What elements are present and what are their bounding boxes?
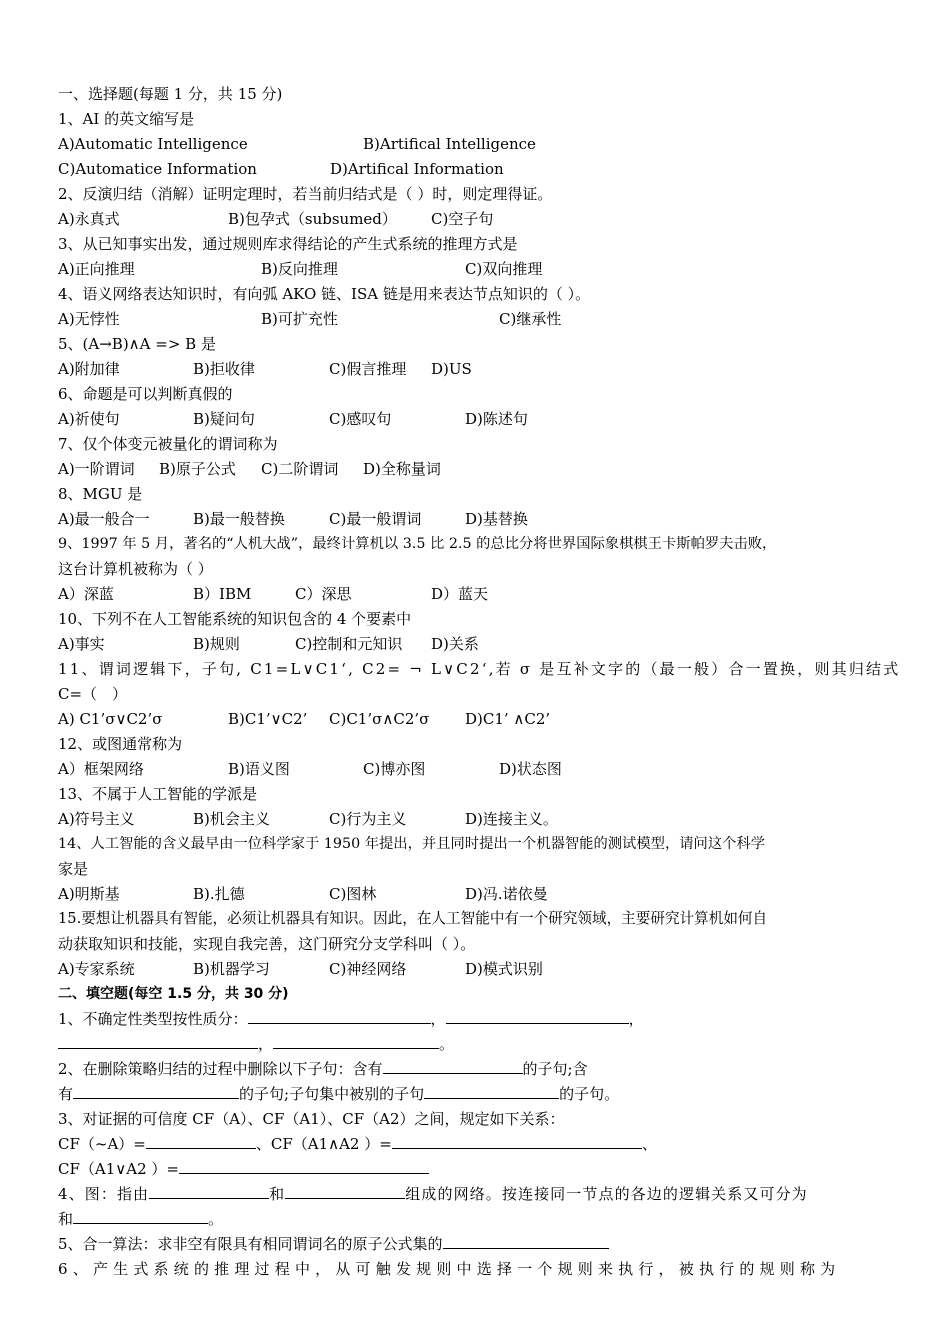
fill-q3-text-3: 、	[641, 1135, 657, 1153]
q15-stem-line1: 15.要想让机器具有智能，必须让机器具有知识。因此，在人工智能中有一个研究领域，主要研究计算机如何自	[58, 910, 768, 927]
fill-q4-text-2: 和	[269, 1185, 286, 1203]
fill-q1-blank-1[interactable]	[248, 1009, 431, 1024]
q8-option-b[interactable]: B)最一般替换	[193, 510, 285, 528]
q12-stem: 12、或图通常称为	[58, 735, 183, 753]
q9-option-a[interactable]: A）深蓝	[58, 585, 114, 603]
fill-q1-line1	[58, 1009, 644, 1029]
q12-option-a[interactable]: A）框架网络	[58, 760, 144, 778]
fill-q3-line2	[58, 1134, 657, 1154]
q3-option-b[interactable]: B)反向推理	[261, 260, 338, 278]
q13-option-a[interactable]: A)符号主义	[58, 810, 135, 828]
fill-q1-comma-1: ，	[430, 1010, 446, 1028]
q14-stem-line1: 14、人工智能的含义最早由一位科学家于 1950 年提出，并且同时提出一个机器智能的测试模型，请问这个科学	[58, 836, 766, 852]
q9-option-b[interactable]: B）IBM	[193, 585, 252, 603]
q9-stem-line2: 这台计算机被称为（ ）	[58, 560, 213, 578]
fill-q2-text-5: 的子句。	[559, 1085, 620, 1103]
q15-stem-line2: 动获取知识和技能，实现自我完善，这门研究分支学科叫（ ）。	[58, 935, 476, 953]
q14-option-c[interactable]: C)图林	[329, 885, 377, 903]
fill-q2-text-3: 有	[58, 1085, 74, 1103]
fill-q5-text: 5、合一算法：求非空有限具有相同谓词名的原子公式集的	[58, 1235, 443, 1253]
q1-stem: 1、AI 的英文缩写是	[58, 110, 195, 128]
q14-option-a[interactable]: A)明斯基	[58, 885, 120, 903]
q1-option-d[interactable]: D)Artifical Information	[330, 160, 504, 178]
q8-stem: 8、MGU 是	[58, 485, 143, 503]
fill-q4-blank-2[interactable]	[285, 1184, 405, 1199]
q7-option-b[interactable]: B)原子公式	[159, 460, 236, 478]
fill-q4-text-4: 和	[58, 1210, 74, 1228]
q2-stem: 2、反演归结（消解）证明定理时，若当前归结式是（ ）时，则定理得证。	[58, 185, 553, 203]
q11-stem-line1: 11、谓词逻辑下，子句, C1=L∨C1‘, C2= ¬ L∨C2‘,若 σ 是互补文字的（最一般）合一置换，则其归结式	[58, 660, 901, 678]
q12-option-b[interactable]: B)语义图	[228, 760, 290, 778]
fill-q1-end: 。	[439, 1035, 455, 1053]
q6-option-a[interactable]: A)祈使句	[58, 410, 120, 428]
q10-option-d[interactable]: D)关系	[431, 635, 479, 653]
fill-q2-blank-1[interactable]	[383, 1059, 523, 1074]
q13-option-d[interactable]: D)连接主义。	[465, 810, 558, 828]
q5-option-c[interactable]: C)假言推理	[329, 360, 407, 378]
fill-q1-line2	[58, 1034, 454, 1054]
fill-q1-comma-3: ，	[258, 1035, 274, 1053]
fill-q4-blank-1[interactable]	[149, 1184, 269, 1199]
q7-stem: 7、仅个体变元被量化的谓词称为	[58, 435, 278, 453]
fill-q2-text-1: 2、在删除策略归结的过程中删除以下子句：含有	[58, 1060, 383, 1078]
fill-q4-text-3: 组成的网络。按连接同一节点的各边的逻辑关系又可分为	[405, 1185, 808, 1203]
section2-heading: 二、填空题(每空 1.5 分，共 30 分)	[58, 986, 289, 1002]
q6-option-c[interactable]: C)感叹句	[329, 410, 392, 428]
fill-q1-blank-3[interactable]	[58, 1034, 258, 1049]
q1-option-a[interactable]: A)Automatic Intelligence	[58, 135, 248, 153]
fill-q3-text-4: CF（A1∨A2 ）=	[58, 1160, 179, 1178]
fill-q5-blank[interactable]	[443, 1234, 609, 1249]
fill-q3-blank-3[interactable]	[179, 1159, 429, 1174]
fill-q2-text-4: 的子句;子句集中被别的子句	[239, 1085, 425, 1103]
q11-option-d[interactable]: D)C1’ ∧C2’	[465, 710, 551, 728]
fill-q5-line	[58, 1234, 609, 1254]
fill-q3-text-1: CF（~A）=	[58, 1135, 146, 1153]
q3-option-a[interactable]: A)正向推理	[58, 260, 135, 278]
fill-q1-blank-4[interactable]	[273, 1034, 439, 1049]
q5-option-d[interactable]: D)US	[431, 360, 472, 378]
q10-option-b[interactable]: B)规则	[193, 635, 240, 653]
q2-option-c[interactable]: C)空子句	[431, 210, 494, 228]
q11-option-b[interactable]: B)C1’∨C2’	[228, 710, 308, 728]
q10-option-a[interactable]: A)事实	[58, 635, 105, 653]
fill-q2-line1	[58, 1059, 588, 1079]
q3-stem: 3、从已知事实出发，通过规则库求得结论的产生式系统的推理方式是	[58, 235, 518, 253]
q14-option-d[interactable]: D)冯.诺依曼	[465, 885, 548, 903]
q1-option-b[interactable]: B)Artifical Intelligence	[363, 135, 536, 153]
q5-option-a[interactable]: A)附加律	[58, 360, 120, 378]
fill-q2-line2	[58, 1084, 619, 1104]
q4-option-a[interactable]: A)无悖性	[58, 310, 120, 328]
fill-q2-text-2: 的子句;含	[522, 1060, 588, 1078]
q7-option-a[interactable]: A)一阶谓词	[58, 460, 135, 478]
q4-option-b[interactable]: B)可扩充性	[261, 310, 338, 328]
q5-option-b[interactable]: B)拒收律	[193, 360, 255, 378]
q14-option-b[interactable]: B).扎德	[193, 885, 245, 903]
q9-option-d[interactable]: D）蓝天	[431, 585, 489, 603]
fill-q2-blank-2[interactable]	[73, 1084, 239, 1099]
q8-option-c[interactable]: C)最一般谓词	[329, 510, 422, 528]
fill-q3-text-2: 、CF（A1∧A2 ）=	[255, 1135, 392, 1153]
q9-option-c[interactable]: C）深思	[295, 585, 352, 603]
q4-stem: 4、语义网络表达知识时，有向弧 AKO 链、ISA 链是用来表达节点知识的（ ）。	[58, 285, 591, 303]
fill-q4-line1	[58, 1184, 808, 1204]
fill-q6-line: 6、产生式系统的推理过程中，从可触发规则中选择一个规则来执行，被执行的规则称为	[58, 1260, 841, 1278]
q8-option-d[interactable]: D)基替换	[465, 510, 528, 528]
q13-stem: 13、不属于人工智能的学派是	[58, 785, 258, 803]
fill-q3-blank-2[interactable]	[392, 1134, 642, 1149]
q9-stem-line1: 9、1997 年 5 月，著名的“人机大战”，最终计算机以 3.5 比 2.5 的总比分将世界国际象棋棋王卡斯帕罗夫击败，	[58, 536, 777, 552]
q13-option-b[interactable]: B)机会主义	[193, 810, 270, 828]
q14-stem-line2: 家是	[58, 860, 89, 878]
q1-option-c[interactable]: C)Automatice Information	[58, 160, 257, 178]
fill-q4-text-1: 4、图：指由	[58, 1185, 150, 1203]
q11-stem-line2: C=（ ）	[58, 685, 128, 703]
q12-option-c[interactable]: C)博亦图	[363, 760, 426, 778]
q15-option-a[interactable]: A)专家系统	[58, 960, 135, 978]
fill-q3-line1: 3、对证据的可信度 CF（A）、CF（A1）、CF（A2）之间，规定如下关系：	[58, 1110, 565, 1128]
q12-option-d[interactable]: D)状态图	[499, 760, 562, 778]
fill-q3-blank-1[interactable]	[146, 1134, 256, 1149]
fill-q1-blank-2[interactable]	[446, 1009, 629, 1024]
q15-option-c[interactable]: C)神经网络	[329, 960, 407, 978]
q4-option-c[interactable]: C)继承性	[499, 310, 562, 328]
q10-option-c[interactable]: C)控制和元知识	[295, 635, 403, 653]
fill-q4-line2	[58, 1209, 223, 1229]
q15-option-d[interactable]: D)模式识别	[465, 960, 543, 978]
q6-option-d[interactable]: D)陈述句	[465, 410, 528, 428]
q13-option-c[interactable]: C)行为主义	[329, 810, 407, 828]
section1-heading: 一、选择题(每题 1 分，共 15 分)	[58, 85, 283, 103]
fill-q3-line3	[58, 1159, 429, 1179]
q15-option-b[interactable]: B)机器学习	[193, 960, 270, 978]
q2-option-a[interactable]: A)永真式	[58, 210, 120, 228]
q6-stem: 6、命题是可以判断真假的	[58, 385, 233, 403]
q3-option-c[interactable]: C)双向推理	[465, 260, 543, 278]
q7-option-d[interactable]: D)全称量词	[363, 460, 441, 478]
fill-q4-text-5: 。	[208, 1210, 224, 1228]
q2-option-b[interactable]: B)包孕式（subsumed）	[228, 210, 397, 228]
q8-option-a[interactable]: A)最一般合一	[58, 510, 150, 528]
q5-stem: 5、(A→B)∧A => B 是	[58, 335, 216, 353]
q11-option-a[interactable]: A) C1’σ∨C2’σ	[58, 710, 163, 728]
q10-stem: 10、下列不在人工智能系统的知识包含的 4 个要素中	[58, 610, 412, 628]
fill-q1-text: 1、不确定性类型按性质分：	[58, 1010, 248, 1028]
q7-option-c[interactable]: C)二阶谓词	[261, 460, 339, 478]
fill-q1-comma-2: ，	[628, 1010, 644, 1028]
fill-q2-blank-3[interactable]	[424, 1084, 559, 1099]
q6-option-b[interactable]: B)疑问句	[193, 410, 255, 428]
q11-option-c[interactable]: C)C1’σ∧C2’σ	[329, 710, 430, 728]
fill-q4-blank-3[interactable]	[73, 1209, 208, 1224]
